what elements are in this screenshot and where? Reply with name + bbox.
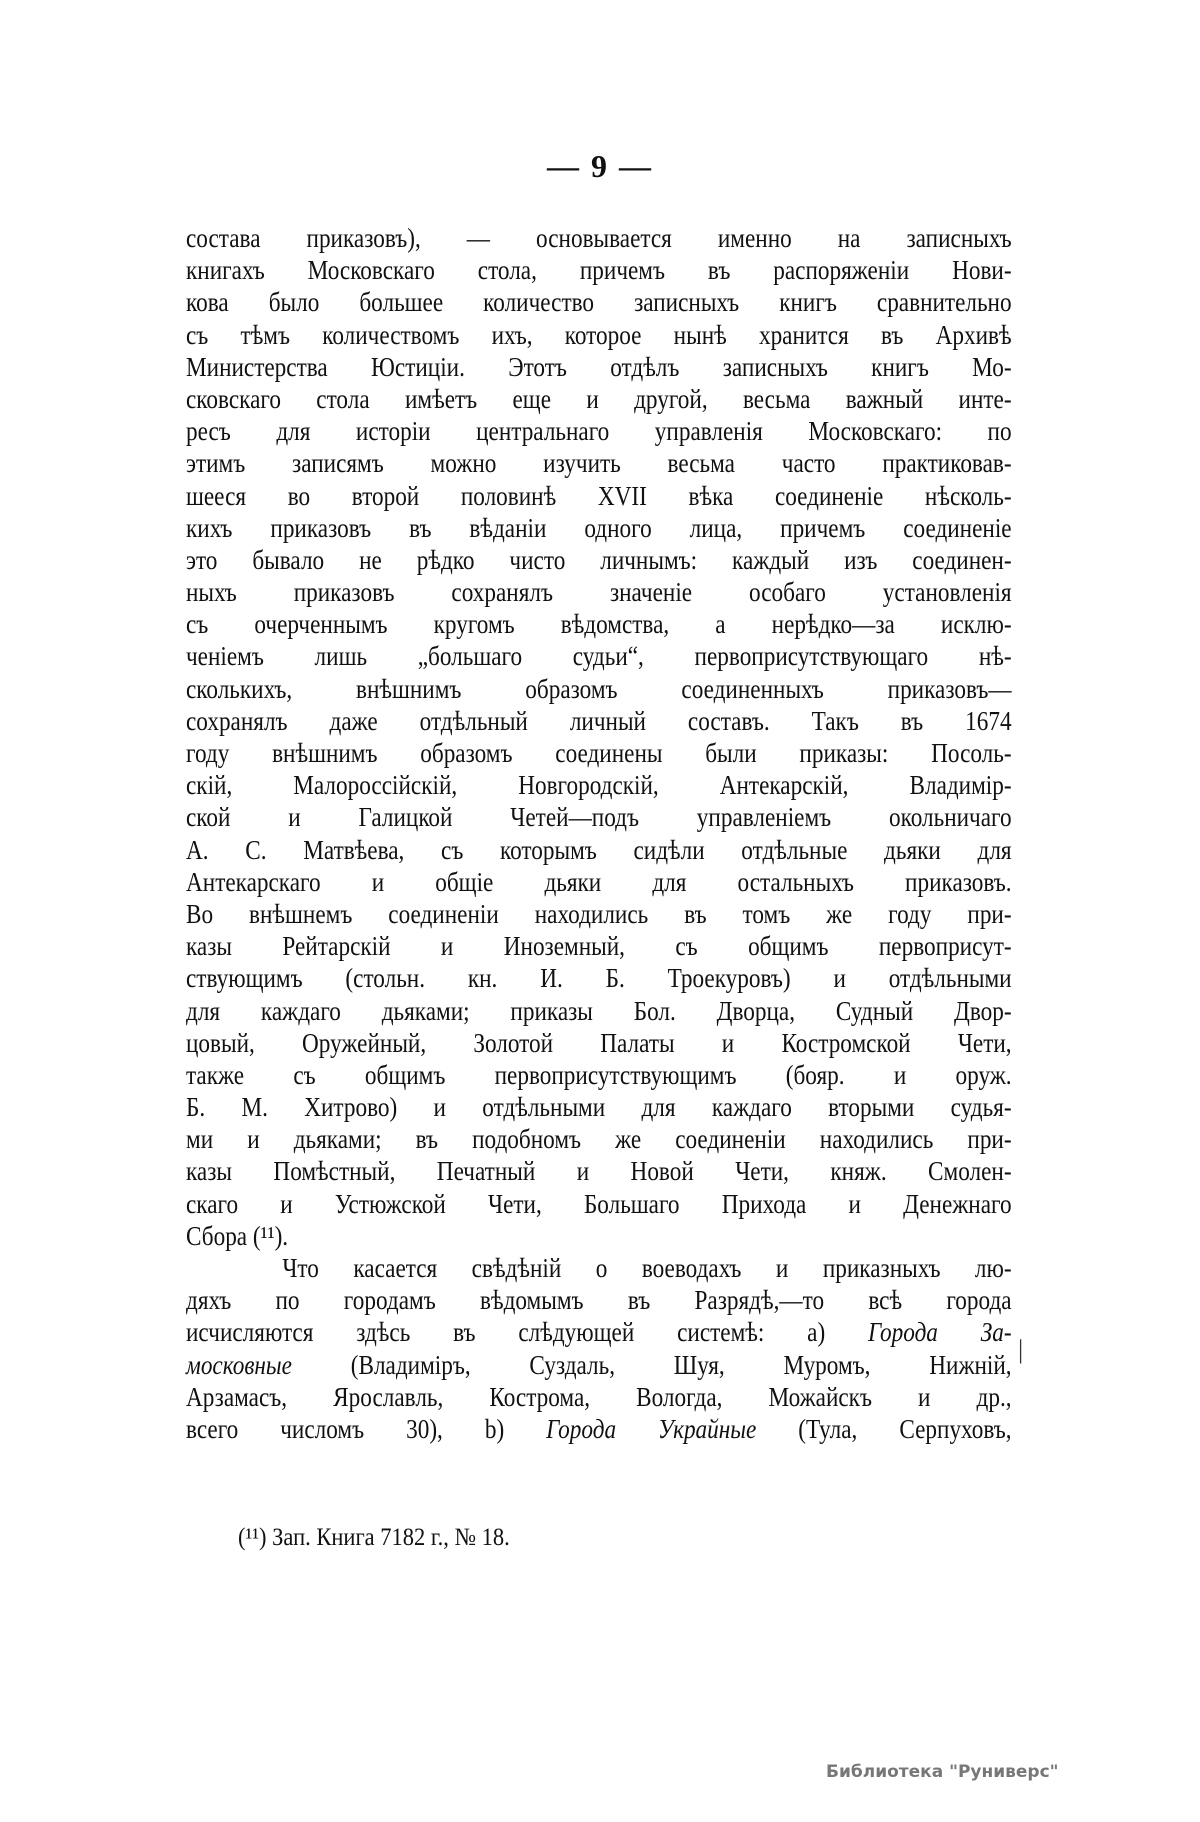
italic-segment: Города Украйные <box>546 1413 757 1444</box>
text-line <box>186 1349 1012 1381</box>
text-line <box>186 930 1012 962</box>
text-segment: Арзамасъ, Ярославль, Кострома, Вологда, Можайскъ и др., <box>186 1381 1012 1412</box>
text-line <box>186 1252 1012 1284</box>
text-line <box>186 286 1012 318</box>
text-segment: сковскаго стола имѣетъ еще и другой, весьма важный инте- <box>186 383 1012 414</box>
text-segment: Министерства Юстиціи. Этотъ отдѣлъ записныхъ книгъ Мо- <box>186 351 1012 382</box>
text-line <box>186 447 1012 479</box>
text-segment: Во внѣшнемъ соединеніи находились въ томъ же году при- <box>186 898 1012 929</box>
text-line <box>186 866 1012 898</box>
text-line <box>186 480 1012 512</box>
text-segment: книгахъ Московскаго стола, причемъ въ распоряженіи Нови- <box>186 255 1012 286</box>
text-line <box>186 1381 1012 1413</box>
text-segment: шееся во второй половинѣ XVII вѣка соединеніе нѣсколь- <box>186 480 1012 511</box>
italic-segment: Города За- <box>868 1317 1012 1348</box>
text-segment: казы Рейтарскій и Иноземный, съ общимъ первоприсут- <box>186 931 1012 962</box>
text-line <box>186 801 1012 833</box>
text-segment: скій, Малороссійскій, Новгородскій, Антекарскій, Владимір- <box>186 770 1012 801</box>
text-segment: также съ общимъ первоприсутствующимъ (бояр. и оруж. <box>186 1059 1012 1090</box>
text-line <box>186 1155 1012 1187</box>
text-line <box>186 1091 1012 1123</box>
text-line <box>186 1059 1012 1091</box>
body-text <box>186 222 1012 1445</box>
text-segment: сохранялъ даже отдѣльный личный составъ. Такъ въ 1674 <box>186 705 1012 736</box>
text-segment: этимъ записямъ можно изучить весьма часто практиковав- <box>186 448 1012 479</box>
text-line <box>186 962 1012 994</box>
text-line <box>186 254 1012 286</box>
text-segment: Сбора (¹¹). <box>186 1220 289 1251</box>
text-segment: ми и дьяками; въ подобномъ же соединеніи находились при- <box>186 1124 1012 1155</box>
text-segment: кихъ приказовъ въ вѣданіи одного лица, причемъ соединеніе <box>186 512 1012 543</box>
text-segment: (Тула, Серпуховъ, <box>756 1413 1012 1444</box>
text-line <box>186 898 1012 930</box>
text-segment: ствующимъ (стольн. кн. И. Б. Троекуровъ) и отдѣльными <box>186 963 1012 994</box>
text-line <box>186 1220 1012 1252</box>
text-line <box>186 1316 1012 1348</box>
text-segment: Антекарскаго и общіе дьяки для остальныхъ приказовъ. <box>186 866 1012 897</box>
margin-mark: | <box>1018 1335 1024 1364</box>
text-line <box>186 1123 1012 1155</box>
page-number: — 9 — <box>547 148 653 184</box>
text-line <box>186 544 1012 576</box>
text-segment: ской и Галицкой Четей—подъ управленіемъ окольничаго <box>186 802 1012 833</box>
text-line <box>186 1027 1012 1059</box>
text-line <box>186 1188 1012 1220</box>
text-segment: Б. М. Хитрово) и отдѣльными для каждаго вторыми судья- <box>186 1092 1012 1123</box>
text-segment: А. С. Матвѣева, съ которымъ сидѣли отдѣльные дьяки для <box>186 834 1012 865</box>
text-segment: съ очерченнымъ кругомъ вѣдомства, а нерѣдко—за исклю- <box>186 609 1012 640</box>
text-segment: дяхъ по городамъ вѣдомымъ въ Разрядѣ,—то всѣ города <box>186 1285 1012 1316</box>
text-line <box>186 769 1012 801</box>
text-segment: ресъ для исторіи центральнаго управленія Московскаго: по <box>186 416 1012 447</box>
text-segment: цовый, Оружейный, Золотой Палаты и Костромской Чети, <box>186 1027 1012 1058</box>
text-segment: съ тѣмъ количествомъ ихъ, которое нынѣ хранится въ Архивѣ <box>186 319 1012 350</box>
text-segment: ныхъ приказовъ сохранялъ значеніе особаго установленія <box>186 577 1012 608</box>
text-segment: году внѣшнимъ образомъ соединены были приказы: Посоль- <box>186 738 1012 768</box>
text-line <box>186 1413 1012 1445</box>
text-line <box>186 673 1012 705</box>
text-segment: (Владиміръ, Суздаль, Шуя, Муромъ, Нижній, <box>291 1349 1012 1380</box>
text-line <box>186 319 1012 351</box>
text-line <box>186 351 1012 383</box>
text-line <box>186 640 1012 672</box>
text-line <box>186 1284 1012 1316</box>
text-segment: кова было большее количество записныхъ книгъ сравнительно <box>186 287 1012 318</box>
text-segment: скаго и Устюжской Чети, Большаго Прихода и Денежнаго <box>186 1188 1012 1219</box>
library-watermark: Библиотека "Руниверс" <box>826 1762 1059 1782</box>
text-line <box>186 737 1012 769</box>
text-line <box>186 834 1012 866</box>
text-line <box>186 995 1012 1027</box>
text-line <box>186 415 1012 447</box>
text-segment: всего числомъ 30), b) <box>186 1413 547 1444</box>
text-segment: состава приказовъ), — основывается именно на записныхъ <box>186 223 1012 253</box>
text-segment: сколькихъ, внѣшнимъ образомъ соединенныхъ приказовъ— <box>186 673 1012 704</box>
italic-segment: московные <box>186 1349 292 1380</box>
text-line <box>186 222 1012 254</box>
text-segment: казы Помѣстный, Печатный и Новой Чети, княж. Смолен- <box>186 1156 1012 1187</box>
text-line <box>186 608 1012 640</box>
text-line <box>186 383 1012 415</box>
text-line <box>186 705 1012 737</box>
text-line <box>186 576 1012 608</box>
text-segment: это бывало не рѣдко чисто личнымъ: каждый изъ соединен- <box>186 544 1012 575</box>
text-segment: Что касается свѣдѣній о воеводахъ и приказныхъ лю- <box>282 1253 1012 1283</box>
footnote: (¹¹) Зап. Книга 7182 г., № 18. <box>238 1524 510 1551</box>
text-line <box>186 512 1012 544</box>
text-segment: ченіемъ лишь „большаго судьи“, первоприсутствующаго нѣ- <box>186 641 1012 672</box>
text-segment: для каждаго дьяками; приказы Бол. Дворца, Судный Двор- <box>186 995 1012 1026</box>
text-segment: исчисляются здѣсь въ слѣдующей системѣ: а) <box>186 1317 869 1348</box>
